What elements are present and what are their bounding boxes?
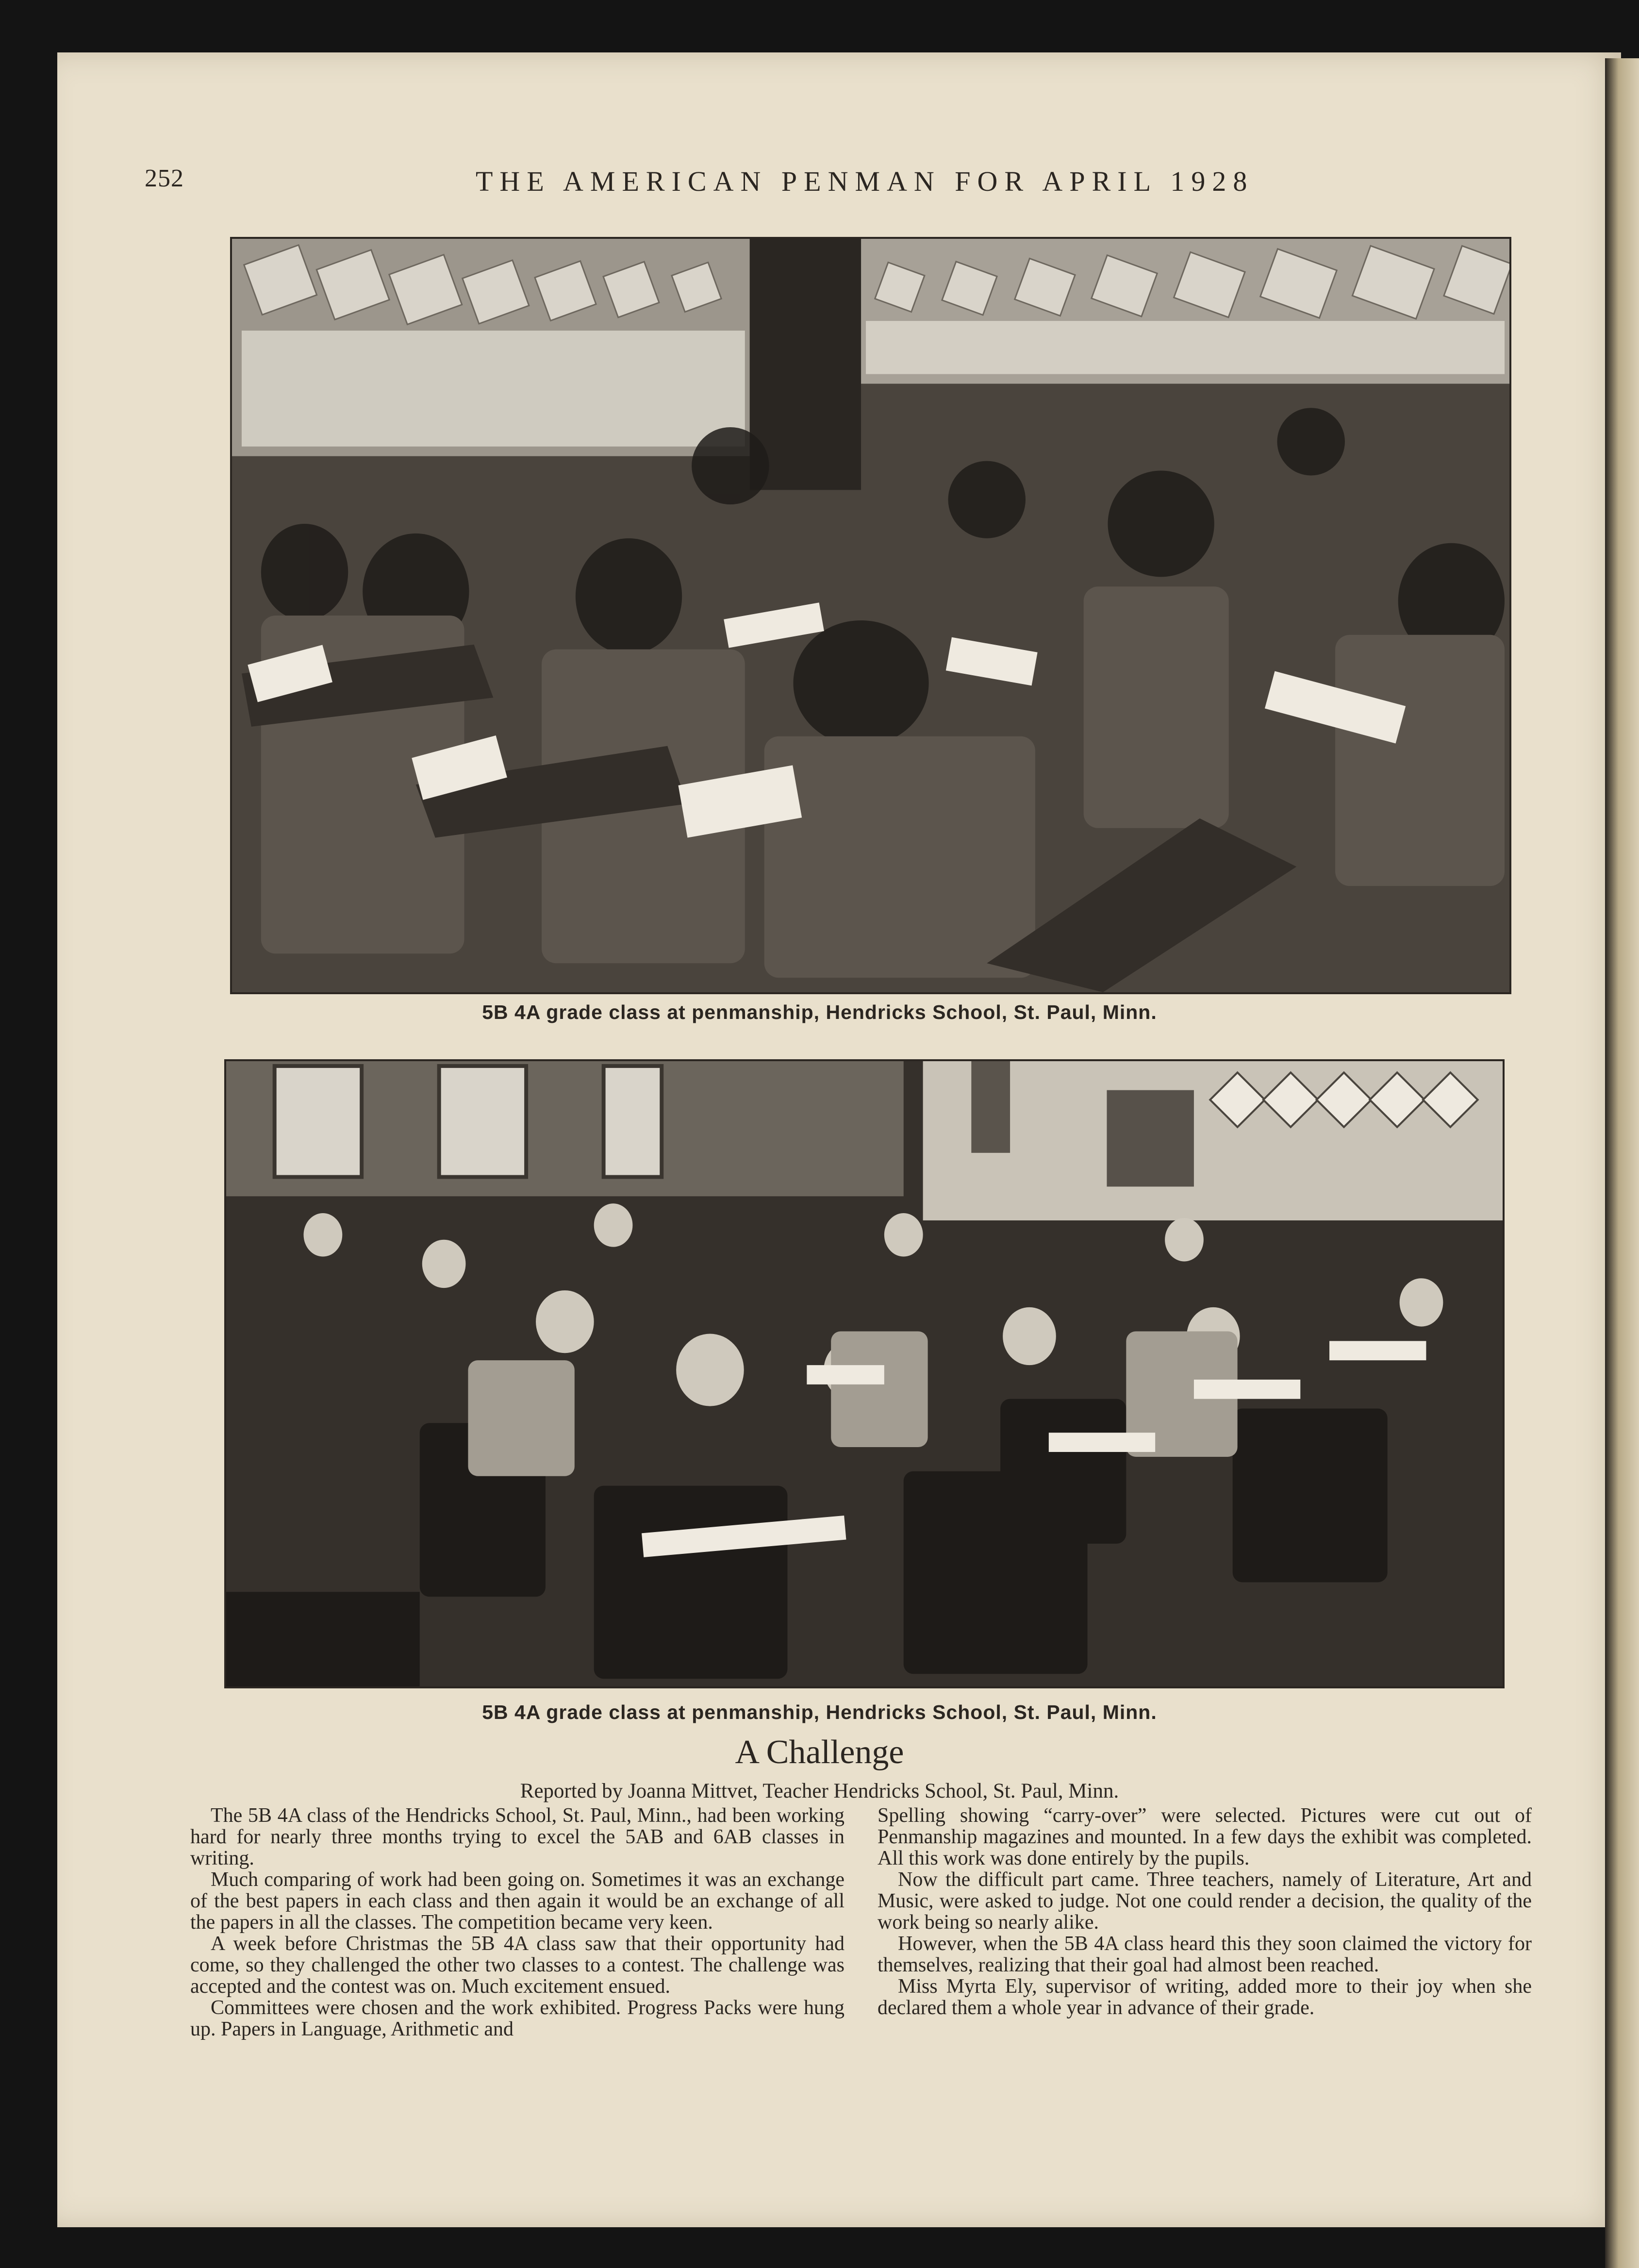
page-number: 252 <box>145 165 184 192</box>
article-paragraph: Now the difficult part came. Three teachers, namely of Literature, Art and Music, were asked to judge. Not one could render a decision, the quality of the work being so nearly alike. <box>877 1868 1532 1934</box>
article-right-column <box>877 1805 1532 2018</box>
classroom-photo-2 <box>224 1059 1505 1688</box>
article-left-column <box>190 1805 844 2040</box>
page-gutter <box>1605 58 1639 2268</box>
running-head: THE AMERICAN PENMAN FOR APRIL 1928 <box>476 166 1254 197</box>
photo-caption-1: 5B 4A grade class at penmanship, Hendricks School, St. Paul, Minn. <box>482 1001 1157 1023</box>
article-paragraph: Miss Myrta Ely, supervisor of writing, added more to their joy when she declared them a whole year in advance of their grade. <box>877 1975 1532 2019</box>
article-byline: Reported by Joanna Mittvet, Teacher Hendricks School, St. Paul, Minn. <box>520 1780 1119 1802</box>
article-paragraph: However, when the 5B 4A class heard this they soon claimed the victory for themselves, realizing that their goal had almost been reached. <box>877 1933 1532 1976</box>
classroom-photo-1 <box>230 237 1511 994</box>
photo-caption-2: 5B 4A grade class at penmanship, Hendricks School, St. Paul, Minn. <box>482 1701 1157 1723</box>
article-paragraph: Committees were chosen and the work exhibited. Progress Packs were hung up. Papers in Language, Arithmetic and <box>190 1997 844 2040</box>
article-paragraph: A week before Christmas the 5B 4A class saw that their opportunity had come, so they challenged the other two classes to a contest. The challenge was accepted and the contest was on. Much excitement ensued. <box>190 1933 844 1998</box>
article-paragraph-continued: Spelling showing “carry-over” were selected. Pictures were cut out of Penmanship magazines and mounted. In a few days the exhibit was completed. All this work was done entirely by the pupils. <box>877 1804 1532 1869</box>
article-paragraph: Much comparing of work had been going on. Sometimes it was an exchange of the best papers in each class and then again it would be an exchange of all the papers in all the classes. The competition became very keen. <box>190 1868 844 1934</box>
article-title: A Challenge <box>735 1734 904 1771</box>
article-paragraph: The 5B 4A class of the Hendricks School, St. Paul, Minn., had been working hard for nearly three months trying to excel the 5AB and 6AB classes in writing. <box>190 1804 844 1869</box>
